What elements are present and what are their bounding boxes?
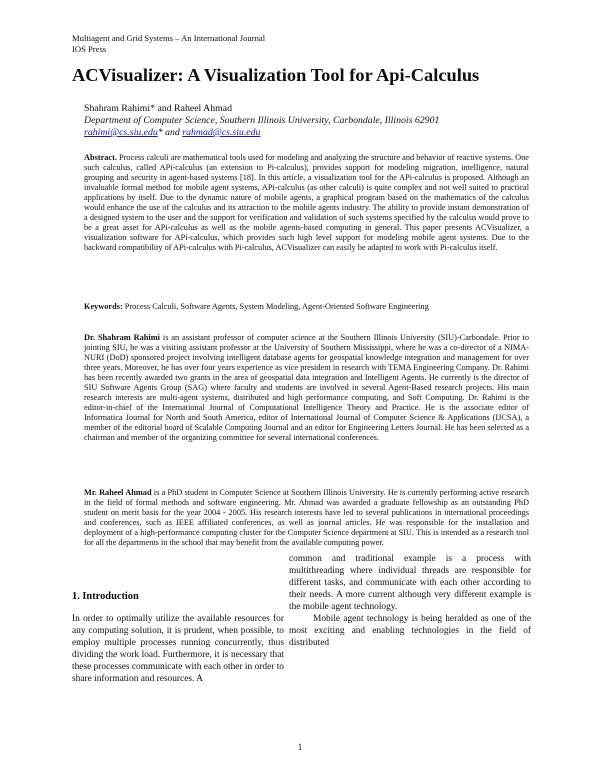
body-column-right bbox=[289, 553, 531, 649]
author-names: Shahram Rahimi* and Raheel Ahmad bbox=[84, 103, 233, 114]
email-link-rahimi[interactable]: rahimi@cs.siu.edu bbox=[84, 127, 158, 138]
paper-title: ACVisualizer: A Visualization Tool for Api-Calculus bbox=[72, 65, 480, 85]
section-heading-introduction: 1. Introduction bbox=[72, 591, 139, 602]
intro-paragraph-2: Mobile agent technology is being heralded as one of the most exciting and enabling technologies in the field of distributed bbox=[289, 614, 531, 649]
email-link-ahmad[interactable]: rahmad@cs.siu.edu bbox=[182, 127, 261, 138]
journal-header bbox=[72, 33, 265, 55]
author-bio-ahmad bbox=[84, 488, 529, 548]
bio-name-ahmad: Mr. Raheel Ahmad bbox=[84, 488, 152, 497]
author-bio-rahimi bbox=[84, 333, 529, 444]
bio-text-rahimi: is an assistant professor of computer science at the Southern Illinois University (SIU)-Carbondale. Prior to jointing SIU, he was a visiting assistant professor at the University of Southern Mississippi, where he was a co-director of a NIMA-NURI (DoD) sponsored project involving intelligent database agents for geospatial knowledge integration and management for over three years. Moreover, he has over four years experience as vice president in research with TEMA Engineering Company. Dr. Rahimi has been recently awarded two grants in the area of geospatial data integration and Intelligent Agents. He currently is the director of SIU Software Agents Group (SAG) where faculty and students are involved in several Agent-Based research projects. His main research interests are multi-agent systems, distributed and high performance computing, and Soft Computing. Dr. Rahimi is the editor-in-chief of the International Journal of Computational Intelligence Theory and Practice. He is the associate editor of Informatica Journal for North and South America, editor of International Journal of Computer Science & Applications (IJCSA), a member of the editorial board of Scalable Computing Journal and an editor for Engineering Letters Journal. He has been selected as a chairman and member of the organizing committee for several international conferences. bbox=[84, 333, 529, 443]
body-column-left bbox=[72, 613, 284, 685]
abstract bbox=[84, 153, 529, 253]
bio-name-rahimi: Dr. Shahram Rahimi bbox=[84, 333, 160, 342]
author-block bbox=[84, 103, 544, 139]
keywords bbox=[84, 302, 529, 312]
author-affiliation: Department of Computer Science, Southern Illinois University, Carbondale, Illinois 62901 bbox=[84, 115, 440, 126]
author-emails bbox=[84, 127, 544, 139]
keywords-text: Process Calculi, Software Agents, System Modeling, Agent-Oriented Software Engineering bbox=[122, 302, 429, 311]
abstract-label: Abstract. bbox=[84, 153, 117, 162]
page-number: 1 bbox=[297, 743, 303, 753]
bio-text-ahmad: is a PhD student in Computer Science at Southern Illinois University. He is currently performing active research in the field of formal methods and software engineering. Mr. Ahmad was awarded a graduate fellowship as an outstanding PhD student on merit basis for the year 2004 - 2005. His research interests have led to several publications in international proceedings and conferences, such as IEEE affiliated conferences, as well as journal articles. He was responsible for the installation and deployment of a high-performance computing cluster for the Computer Science department at SIU. This is intended as a research tool for all the departments in the school that may benefit from the available computing power. bbox=[84, 488, 529, 548]
keywords-label: Keywords: bbox=[84, 302, 123, 311]
email-separator: * and bbox=[157, 127, 183, 138]
intro-paragraph-1-continued: common and traditional example is a process with multithreading where individual threads are responsible for different tasks, and communicate with each other according to their needs. A more current although very different example is the mobile agent technology. bbox=[289, 554, 531, 613]
journal-name: Multiagent and Grid Systems – An International Journal bbox=[72, 33, 266, 43]
abstract-text: Process calculi are mathematical tools used for modeling and analyzing the structure and behavior of reactive systems. One such calculus, called APi-calculus (an extension to Pi-calculus), provides support for modeling migration, intelligence, natural grouping and security in agent-based systems [18]. In this article, a visualization tool for the APi-calculus is proposed. Although an invaluable formal method for mobile agent systems, APi-calculus (as other calculi) is quite complex and not well suited to practical applications by itself. Due to the dynamic nature of mobile agents, a graphical program based on the mathematics of the calculus would enhance the use of the calculus and its attraction to the mobile agents industry. The ability to provide instant demonstration of a designed system to the user and the support for verification and validation of such systems specified by the calculus would prove to be a great asset for APi-calculus as well as the mobile agents-based computing in general. This paper presents ACVisualizer, a visualization software for APi-calculus, which provides such high level support for modeling mobile agent systems. Due to the backward compatibility of APi-calculus with Pi-calculus, ACVisualizer can easily be adapted to work with Pi-calculus itself. bbox=[84, 153, 529, 253]
intro-paragraph-1: In order to optimally utilize the available resources for any computing solution, it is prudent, when possible, to employ multiple processes running concurrently, thus dividing the work load. Furthermore, it is necessary that these processes communicate with each other in order to share information and resources. A bbox=[72, 614, 284, 685]
publisher-name: IOS Press bbox=[72, 44, 107, 54]
